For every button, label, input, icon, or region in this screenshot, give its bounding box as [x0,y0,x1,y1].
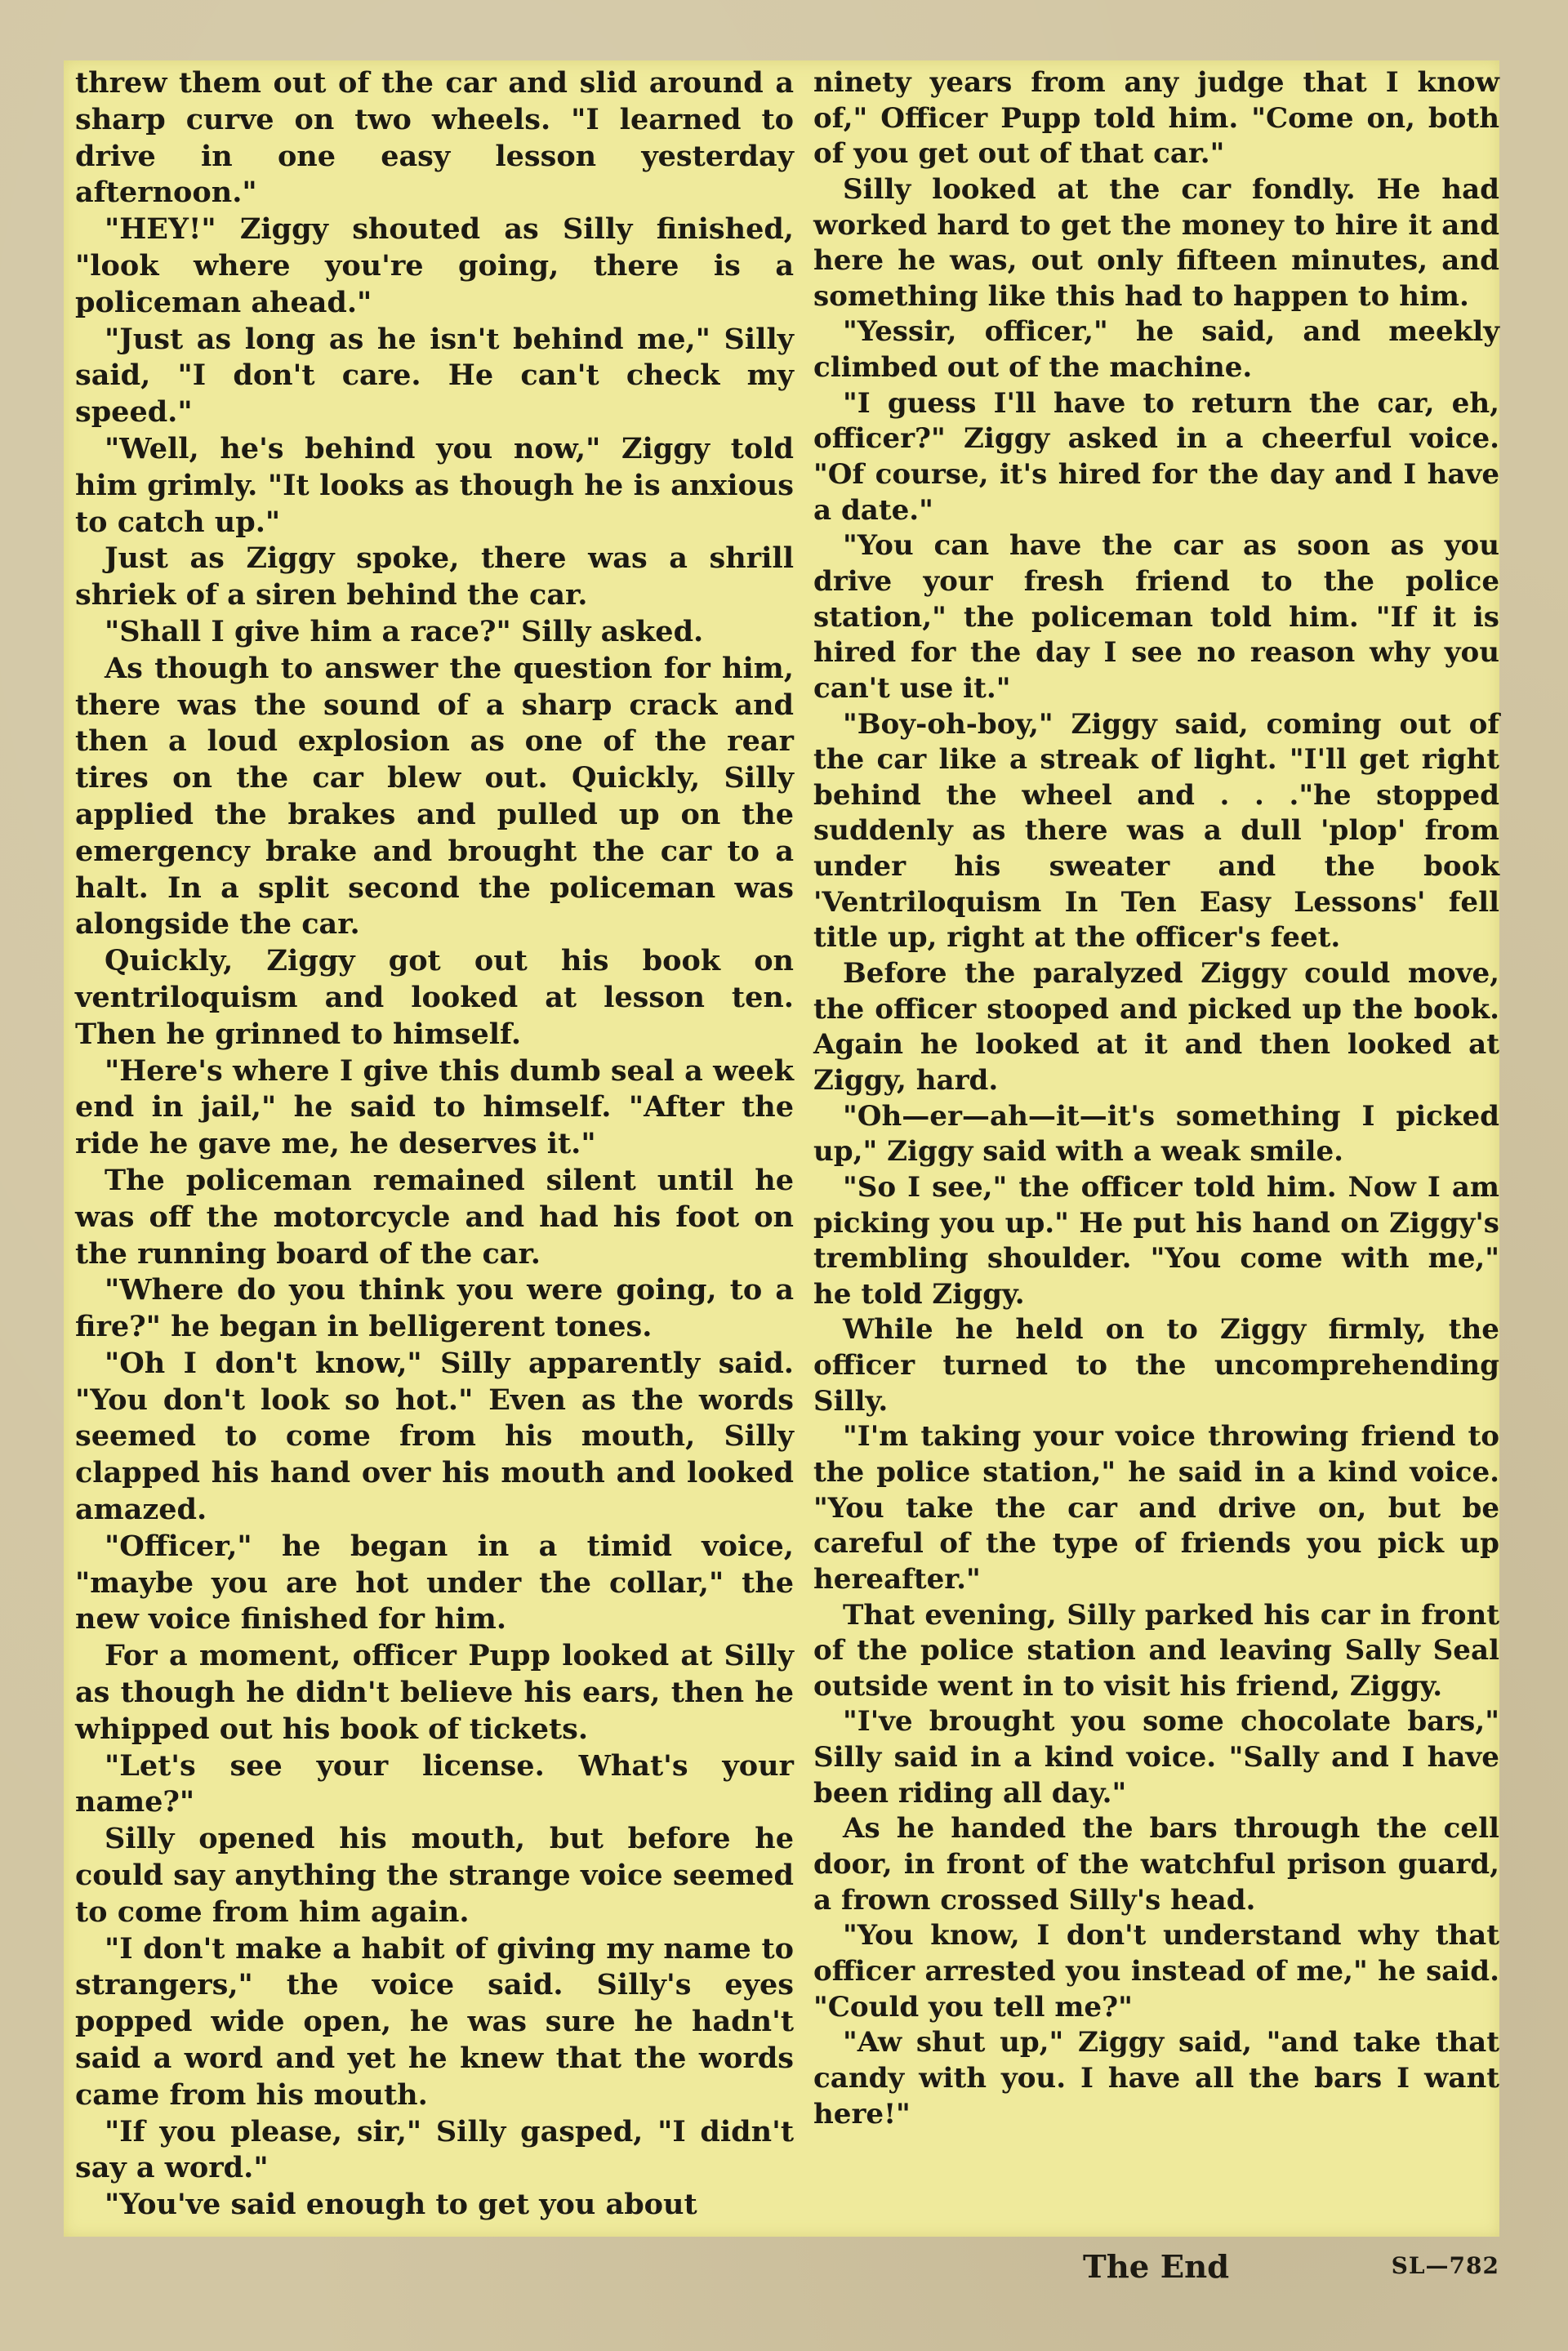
story-paragraph: That evening, Silly parked his car in front of the police station and leaving Sally Seal outside went in to visit his friend, Ziggy. [813,1598,1499,1703]
story-paragraph: Just as Ziggy spoke, there was a shrill shriek of a siren behind the car. [75,541,794,612]
story-paragraph: "Well, he's behind you now," Ziggy told him grimly. "It looks as though he is anxious to catch up." [75,431,794,539]
story-paragraph: "I don't make a habit of giving my name to strangers," the voice said. Silly's eyes popped wide open, he was sure he hadn't said a word and yet he knew that the words came from his mouth. [75,1931,794,2112]
story-paragraph: ninety years from any judge that I know of," Officer Pupp told him. "Come on, both of you get out of that car." [813,66,1499,171]
story-paragraph: "I guess I'll have to return the car, eh, officer?" Ziggy asked in a cheerful voice. "Of course, it's hired for the day and I have a date." [813,386,1499,527]
story-paragraph: "Yessir, officer," he said, and meekly climbed out of the machine. [813,315,1499,385]
story-paragraph: "Boy-oh-boy," Ziggy said, coming out of the car like a streak of light. "I'll get right behind the wheel and . . ."he stopped suddenly as there was a dull 'plop' from under his sweater and the book 'Ventriloquism In Ten Easy Lessons' fell title up, right at the officer's feet. [813,707,1499,955]
story-paragraph: "You know, I don't understand why that officer arrested you instead of me," he said. "Could you tell me?" [813,1919,1499,2024]
story-paragraph: "Here's where I give this dumb seal a week end in jail," he said to himself. "After the ride he gave me, he deserves it." [75,1053,794,1161]
page-code: SL—782 [1391,2252,1499,2279]
story-paragraph: "Oh—er—ah—it—it's something I picked up," Ziggy said with a weak smile. [813,1099,1499,1169]
story-paragraph: "HEY!" Ziggy shouted as Silly finished, "look where you're going, there is a policeman ahead." [75,212,794,319]
story-paragraph: threw them out of the car and slid around a sharp curve on two wheels. "I learned to drive in one easy lesson yesterday afternoon." [75,66,794,210]
story-paragraph: "If you please, sir," Silly gasped, "I didn't say a word." [75,2114,794,2185]
story-paragraph: "Shall I give him a race?" Silly asked. [105,614,704,648]
story-paragraph: Silly opened his mouth, but before he could say anything the strange voice seemed to come from him again. [75,1822,794,1929]
story-paragraph: Silly looked at the car fondly. He had worked hard to get the money to hire it and here he was, out only fifteen minutes, and something like this had to happen to him. [813,172,1499,313]
right-text-column [813,65,1499,2132]
story-paragraph: "I'm taking your voice throwing friend to the police station," he said in a kind voice. "You take the car and drive on, but be careful of the type of friends you pick up hereafter." [813,1420,1499,1596]
story-paragraph: "I've brought you some chocolate bars," Silly said in a kind voice. "Sally and I have been riding all day." [813,1705,1499,1810]
story-paragraph: "So I see," the officer told him. Now I am picking you up." He put his hand on Ziggy's trembling shoulder. "You come with me," he told Ziggy. [813,1170,1499,1311]
story-paragraph: "You can have the car as soon as you drive your fresh friend to the police station," the policeman told him. "If it is hired for the day I see no reason why you can't use it." [813,529,1499,705]
story-paragraph: While he held on to Ziggy firmly, the officer turned to the uncomprehending Silly. [813,1313,1499,1418]
story-paragraph: "Let's see your license. What's your name?" [75,1748,794,1819]
story-paragraph: Before the paralyzed Ziggy could move, the officer stooped and picked up the book. Again he looked at it and then looked at Ziggy, hard. [813,957,1499,1097]
the-end-label: The End [1083,2249,1230,2286]
story-paragraph: "Oh I don't know," Silly apparently said. "You don't look so hot." Even as the words seemed to come from his mouth, Silly clapped his hand over his mouth and looked amazed. [75,1346,794,1527]
story-paragraph: "Aw shut up," Ziggy said, "and take that candy with you. I have all the bars I want here!" [813,2026,1499,2131]
page-footer [813,2249,1499,2291]
story-paragraph: For a moment, officer Pupp looked at Silly as though he didn't believe his ears, then he whipped out his book of tickets. [75,1639,794,1746]
story-paragraph: "Just as long as he isn't behind me," Silly said, "I don't care. He can't check my speed." [75,322,794,430]
story-paragraph: "You've said enough to get you about [105,2188,697,2222]
left-text-column [75,65,794,2224]
story-paragraph: "Where do you think you were going, to a fire?" he began in belligerent tones. [75,1273,794,1344]
story-paragraph: Quickly, Ziggy got out his book on ventriloquism and looked at lesson ten. Then he grinned to himself. [75,944,794,1051]
story-paragraph: As though to answer the question for him, there was the sound of a sharp crack and then a loud explosion as one of the rear tires on the car blew out. Quickly, Silly applied the brakes and pulled up on the emergency brake and brought the car to a halt. In a split second the policeman was alongside the car. [75,651,794,942]
story-paragraph: The policeman remained silent until he was off the motorcycle and had his foot on the running board of the car. [75,1163,794,1271]
story-paragraph: As he handed the bars through the cell door, in front of the watchful prison guard, a frown crossed Silly's head. [813,1812,1499,1917]
story-paragraph: "Officer," he began in a timid voice, "maybe you are hot under the collar," the new voice finished for him. [75,1529,794,1636]
